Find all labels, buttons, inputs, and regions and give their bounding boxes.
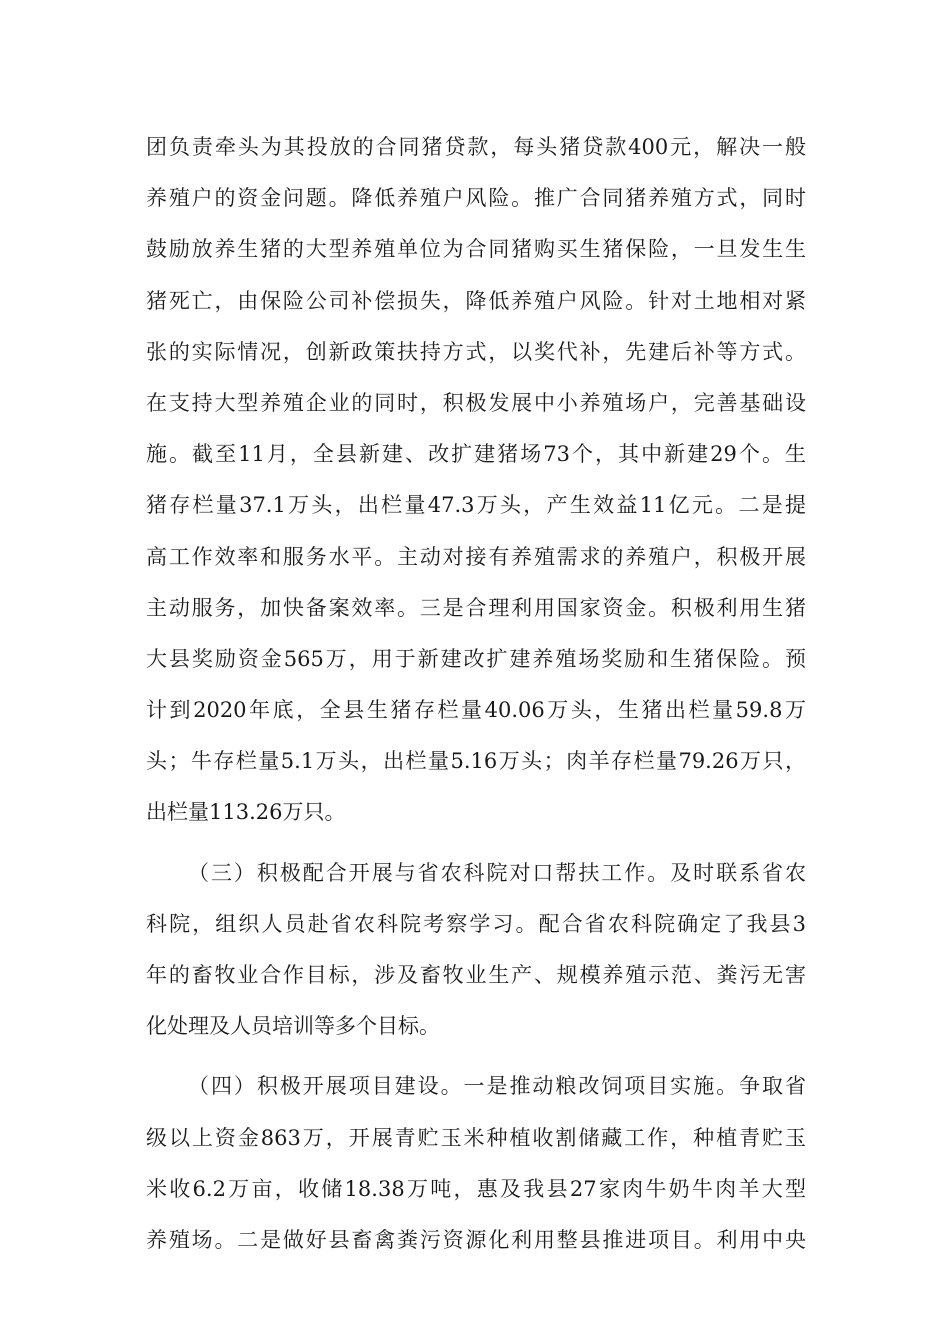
text-line-indented: （三）积极配合开展与省农科院对口帮扶工作。及时联系省农 [188,860,806,885]
text-line: 头；牛存栏量5.1万头，出栏量5.16万头；肉羊存栏量79.26万只， [146,749,806,774]
text-line: 年的畜牧业合作目标，涉及畜牧业生产、规模养殖示范、粪污无害 [146,963,806,987]
text-line: 施。截至11月，全县新建、改扩建猪场73个，其中新建29个。生 [146,442,806,467]
text-line: 高工作效率和服务水平。主动对接有养殖需求的养殖户，积极开展 [146,544,806,569]
text-line: 计到2020年底，全县生猪存栏量40.06万头，生猪出栏量59.8万 [146,698,806,723]
text-line: 团负责牵头为其投放的合同猪贷款，每头猪贷款400元，解决一般 [146,135,806,159]
text-line-indented: （四）积极开展项目建设。一是推动粮改饲项目实施。争取省 [188,1074,806,1099]
text-line: 养殖场。二是做好县畜禽粪污资源化利用整县推进项目。利用中央 [146,1227,806,1252]
text-line: 科院，组织人员赴省农科院考察学习。配合省农科院确定了我县3 [146,911,806,936]
text-line: 猪存栏量37.1万头，出栏量47.3万头，产生效益11亿元。二是提 [146,493,806,518]
paragraph-section-four [146,1061,806,1266]
paragraph-pig-loans [146,122,806,839]
paragraph-section-three [146,848,806,1053]
text-line: 养殖户的资金问题。降低养殖户风险。推广合同猪养殖方式，同时 [146,186,806,211]
document-body [146,122,806,1266]
text-line: 化处理及人员培训等多个目标。 [146,1014,440,1039]
text-line: 出栏量113.26万只。 [146,800,346,825]
text-line: 级以上资金863万，开展青贮玉米种植收割储藏工作，种植青贮玉 [146,1125,806,1150]
text-line: 鼓励放养生猪的大型养殖单位为合同猪购买生猪保险，一旦发生生 [146,237,806,262]
text-line: 张的实际情况，创新政策扶持方式，以奖代补，先建后补等方式。 [146,339,806,364]
text-line: 米收6.2万亩，收储18.38万吨，惠及我县27家肉牛奶牛肉羊大型 [146,1176,806,1201]
text-line: 主动服务，加快备案效率。三是合理利用国家资金。积极利用生猪 [146,595,806,620]
text-line: 猪死亡，由保险公司补偿损失，降低养殖户风险。针对土地相对紧 [146,288,806,313]
text-line: 在支持大型养殖企业的同时，积极发展中小养殖场户，完善基础设 [146,390,806,415]
text-line: 大县奖励资金565万，用于新建改扩建养殖场奖励和生猪保险。预 [146,646,806,671]
